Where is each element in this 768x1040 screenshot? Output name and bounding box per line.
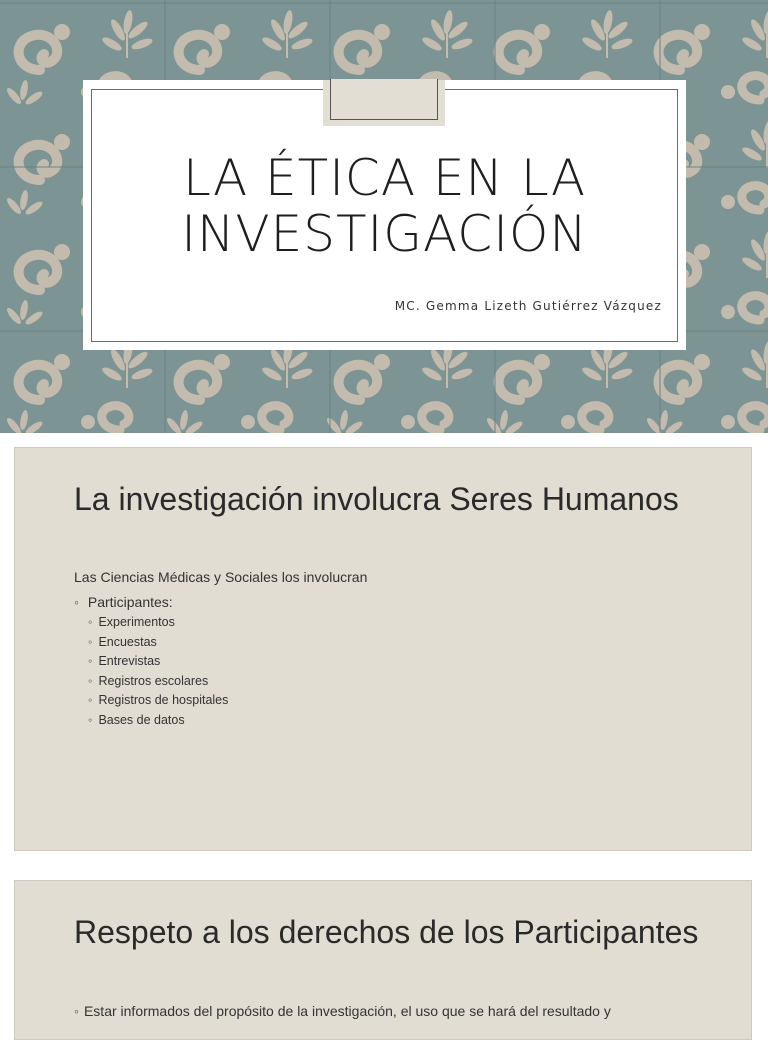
list-item bbox=[88, 613, 228, 633]
sub-bullet-text: Bases de datos bbox=[98, 712, 185, 727]
bullet-text: ◦ Estar informados del propósito de la investigación, el uso que se hará del resultado y bbox=[74, 1003, 714, 1019]
author-name: MC. Gemma Lizeth Gutiérrez Vázquez bbox=[394, 299, 662, 313]
title-tab bbox=[323, 80, 445, 126]
title-tab-inner bbox=[330, 79, 438, 120]
content-slide-3 bbox=[14, 880, 752, 1040]
title-line-2: INVESTIGACIÓN bbox=[181, 205, 588, 263]
content-slide-2 bbox=[14, 447, 752, 851]
sub-bullet-text: Encuestas bbox=[98, 634, 157, 649]
list-item bbox=[88, 672, 228, 692]
sub-bullet-text: Experimentos bbox=[98, 615, 175, 629]
slide-lead-text: Las Ciencias Médicas y Sociales los involucran bbox=[74, 569, 368, 585]
sub-bullet-text: Registros escolares bbox=[98, 673, 209, 688]
title-line-1: LA ÉTICA EN LA bbox=[182, 149, 587, 207]
title-slide bbox=[0, 0, 768, 433]
bullet-label: Participantes: bbox=[87, 594, 173, 610]
sub-bullet-list bbox=[88, 613, 228, 730]
slide-title: Respeto a los derechos de los Participantes bbox=[74, 914, 699, 950]
sub-bullet-text: Registros de hospitales bbox=[98, 693, 229, 707]
title-card bbox=[83, 80, 686, 350]
list-item bbox=[88, 652, 228, 672]
list-item bbox=[88, 633, 228, 653]
sub-bullet-text: Entrevistas bbox=[98, 654, 161, 668]
presentation-title bbox=[83, 150, 686, 262]
bullet-list bbox=[74, 594, 228, 730]
list-item bbox=[74, 594, 228, 730]
slide-title: La investigación involucra Seres Humanos bbox=[74, 481, 679, 517]
list-item bbox=[88, 711, 228, 731]
list-item bbox=[88, 691, 228, 711]
